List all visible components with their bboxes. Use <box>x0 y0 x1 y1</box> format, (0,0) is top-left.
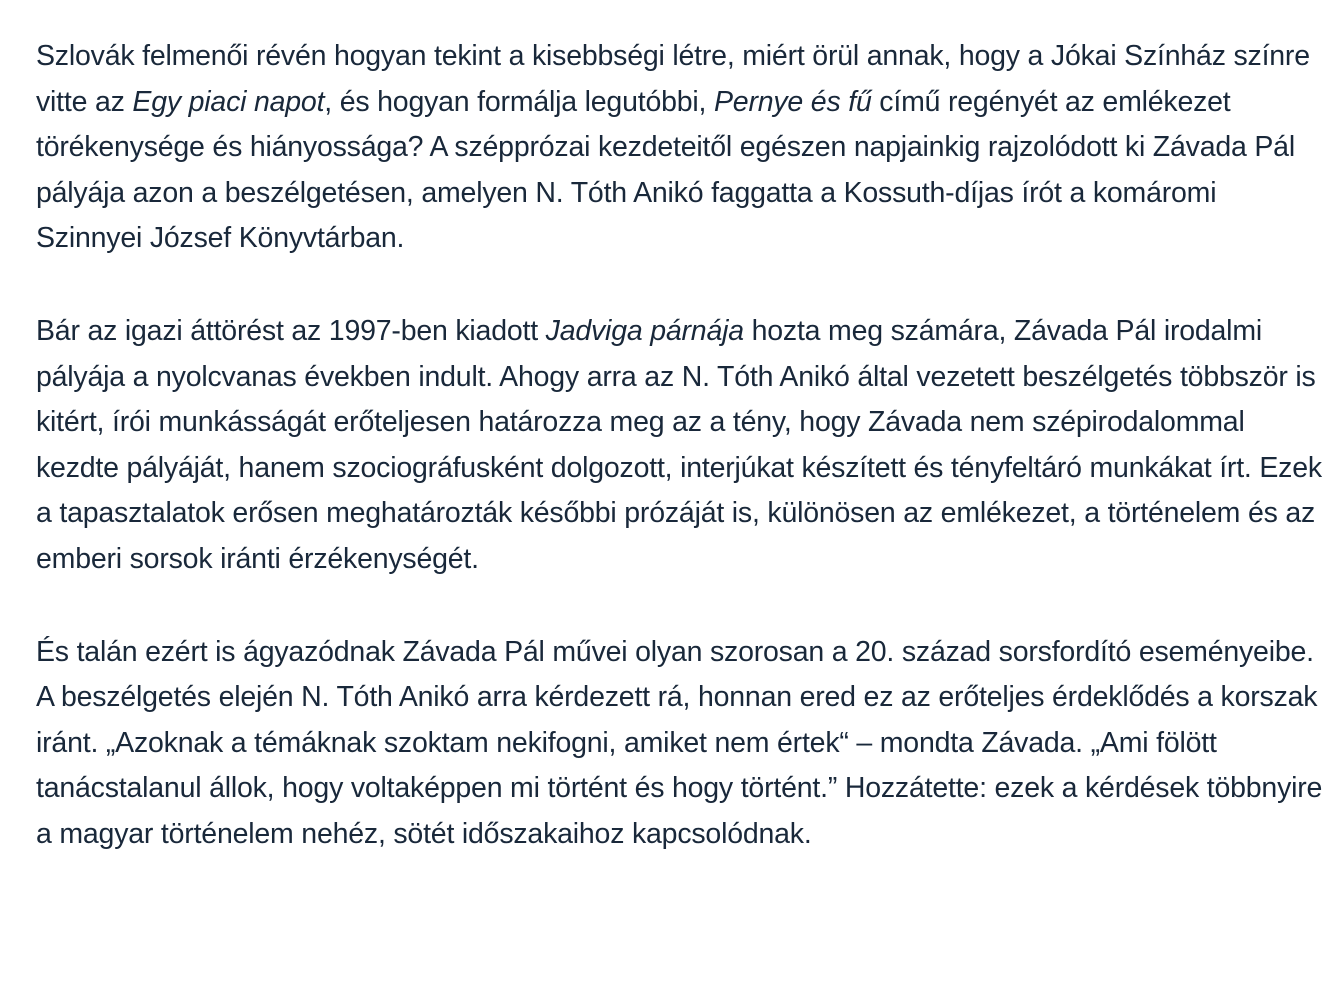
paragraph-2 <box>36 309 1326 583</box>
paragraph-2-text-1: Bár az igazi áttörést az 1997-ben kiadott <box>36 314 546 347</box>
paragraph-1-title-pernye-es-fu: Pernye és fű <box>713 85 872 118</box>
paragraph-1-text-2: , és hogyan formálja legutóbbi, <box>324 85 714 118</box>
paragraph-1-title-egy-piaci-napot: Egy piaci napot <box>132 85 325 118</box>
paragraph-1 <box>36 34 1326 262</box>
paragraph-3 <box>36 630 1326 858</box>
paragraph-2-text-2: hozta meg számára, Závada Pál irodalmi pályája a nyolcvanas években indult. Ahogy arra az N. Tóth Anikó által vezetett beszélgetés többször is kitért, írói munkásságát erőteljesen határozza meg az a tény, hogy Závada nem szépirodalommal kezdte pályáját, hanem szociográfusként dolgozott, interjúkat készített és tényfeltáró munkákat írt. Ezek a tapasztalatok erősen meghatározták későbbi prózáját is, különösen az emlékezet, a történelem és az emberi sorsok iránti érzékenységét. <box>36 314 1322 575</box>
paragraph-1-text-1: Szlovák felmenői révén hogyan tekint a kisebbségi létre, miért örül annak, hogy a Jókai Színház színre vitte az <box>36 40 1310 118</box>
article-body <box>36 34 1326 858</box>
paragraph-2-title-jadviga-parnaja: Jadviga párnája <box>545 314 744 347</box>
paragraph-3-text-1: És talán ezért is ágyazódnak Závada Pál művei olyan szorosan a 20. század sorsfordító eseményeibe. A beszélgetés elején N. Tóth Anikó arra kérdezett rá, honnan ered ez az erőteljes érdeklődés a korszak iránt. „Azoknak a témáknak szoktam nekifogni, amiket nem értek“ – mondta Závada. „Ami fölött tanácstalanul állok, hogy voltaképpen mi történt és hogy történt.” Hozzátette: ezek a kérdések többnyire a magyar történelem nehéz, sötét időszakaihoz kapcsolódnak. <box>36 635 1323 850</box>
paragraph-1-text-3: című regényét az emlékezet törékenysége és hiányossága? A szépprózai kezdeteitől egészen napjainkig rajzolódott ki Závada Pál pályája azon a beszélgetésen, amelyen N. Tóth Anikó faggatta a Kossuth-díjas írót a komáromi Szinnyei József Könyvtárban. <box>36 85 1295 255</box>
